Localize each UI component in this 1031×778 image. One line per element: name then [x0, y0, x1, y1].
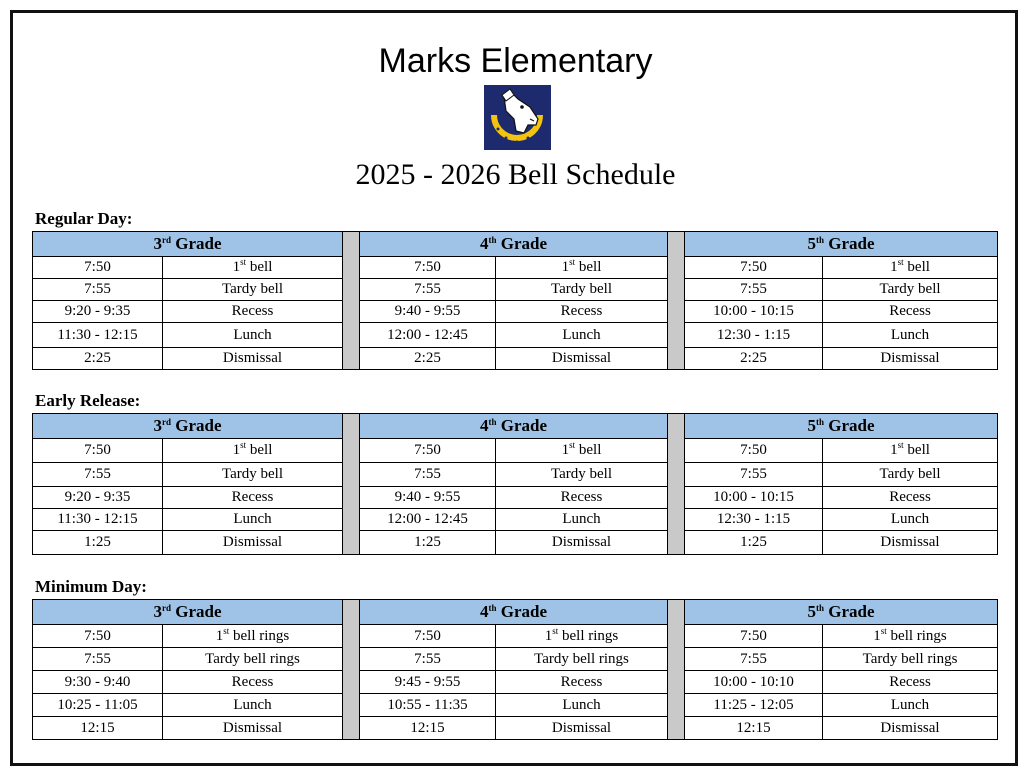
event-number: 1 — [890, 442, 898, 458]
event-cell: Recess — [823, 487, 998, 509]
event-label: bell rings — [229, 627, 290, 644]
grade-header — [685, 414, 998, 439]
event-cell: Dismissal — [496, 531, 668, 555]
event-label: bell rings — [886, 627, 947, 644]
grade-header — [33, 414, 343, 439]
time-cell: 7:50 — [33, 625, 163, 648]
time-cell: 12:15 — [685, 717, 823, 740]
grade-header — [685, 232, 998, 257]
event-cell: Tardy bell — [496, 279, 668, 301]
event-cell — [823, 257, 998, 279]
table-row — [33, 301, 998, 323]
grade-label: Grade — [170, 416, 222, 435]
event-label: bell — [903, 259, 930, 275]
event-cell: Recess — [163, 487, 343, 509]
ordinal-suffix: th — [488, 603, 497, 613]
time-cell: 12:15 — [33, 717, 163, 740]
grade-number: 5 — [807, 602, 816, 621]
grade-label: Grade — [496, 234, 548, 253]
event-cell — [496, 257, 668, 279]
time-cell: 2:25 — [360, 348, 496, 370]
table-row — [33, 487, 998, 509]
time-cell: 10:55 - 11:35 — [360, 694, 496, 717]
column-spacer — [343, 414, 360, 555]
event-cell: Tardy bell — [823, 463, 998, 487]
grade-number: 3 — [153, 416, 162, 435]
time-cell: 7:50 — [685, 439, 823, 463]
event-cell: Recess — [163, 671, 343, 694]
ordinal-suffix: st — [223, 625, 230, 636]
event-cell: Dismissal — [163, 348, 343, 370]
time-cell: 10:25 - 11:05 — [33, 694, 163, 717]
event-cell: Lunch — [163, 694, 343, 717]
event-label: bell — [246, 442, 273, 458]
table-row — [33, 323, 998, 348]
ordinal-suffix: rd — [161, 417, 171, 427]
time-cell: 10:00 - 10:15 — [685, 301, 823, 323]
ordinal-suffix: th — [816, 235, 825, 245]
time-cell: 7:50 — [360, 439, 496, 463]
grade-header-row — [33, 414, 998, 439]
event-cell: Recess — [163, 301, 343, 323]
event-label: bell — [246, 259, 273, 275]
ordinal-suffix: st — [880, 625, 887, 636]
event-label: bell — [575, 259, 602, 275]
ordinal-suffix: rd — [161, 603, 171, 613]
grade-number: 4 — [479, 602, 489, 621]
time-cell: 7:50 — [360, 625, 496, 648]
time-cell: 11:30 - 12:15 — [33, 323, 163, 348]
grade-number: 4 — [479, 234, 489, 253]
event-cell: Lunch — [823, 323, 998, 348]
schedule-table — [32, 413, 998, 555]
table-row — [33, 509, 998, 531]
time-cell: 7:55 — [685, 279, 823, 301]
table-row — [33, 648, 998, 671]
table-row — [33, 279, 998, 301]
column-spacer — [668, 232, 685, 370]
table-row — [33, 694, 998, 717]
school-name: Marks Elementary — [378, 42, 653, 80]
grade-header — [685, 600, 998, 625]
ordinal-suffix: st — [569, 440, 576, 450]
event-label: bell — [575, 442, 602, 458]
time-cell: 9:45 - 9:55 — [360, 671, 496, 694]
time-cell: 9:30 - 9:40 — [33, 671, 163, 694]
time-cell: 1:25 — [685, 531, 823, 555]
time-cell: 9:20 - 9:35 — [33, 301, 163, 323]
time-cell: 7:50 — [33, 439, 163, 463]
grade-number: 5 — [807, 234, 816, 253]
ordinal-suffix: st — [552, 625, 559, 636]
table-row — [33, 531, 998, 555]
event-label: bell rings — [558, 627, 619, 644]
event-label: bell — [903, 442, 930, 458]
event-cell: Lunch — [163, 509, 343, 531]
event-number: 1 — [215, 627, 224, 644]
ordinal-suffix: st — [240, 440, 247, 450]
ordinal-suffix: st — [569, 257, 576, 267]
grade-label: Grade — [170, 602, 222, 621]
mustang-logo — [484, 85, 551, 150]
section-title: Early Release: — [35, 391, 141, 410]
grade-header — [360, 414, 668, 439]
grade-label: Grade — [824, 602, 875, 621]
event-number: 1 — [544, 627, 553, 644]
event-cell — [163, 439, 343, 463]
grade-header — [360, 600, 668, 625]
section-title: Regular Day: — [35, 209, 133, 228]
event-cell: Tardy bell rings — [823, 648, 998, 671]
event-cell: Dismissal — [163, 717, 343, 740]
table-row — [33, 717, 998, 740]
ordinal-suffix: st — [240, 257, 247, 267]
grade-header-row — [33, 600, 998, 625]
event-cell: Dismissal — [823, 717, 998, 740]
event-cell: Tardy bell — [823, 279, 998, 301]
time-cell: 7:55 — [33, 648, 163, 671]
column-spacer — [668, 600, 685, 740]
event-cell: Dismissal — [163, 531, 343, 555]
time-cell: 12:30 - 1:15 — [685, 509, 823, 531]
event-cell: Dismissal — [823, 348, 998, 370]
event-number: 1 — [561, 442, 570, 458]
ordinal-suffix: th — [488, 417, 497, 427]
event-cell: Lunch — [496, 509, 668, 531]
time-cell: 7:50 — [685, 625, 823, 648]
time-cell: 11:30 - 12:15 — [33, 509, 163, 531]
time-cell: 9:20 - 9:35 — [33, 487, 163, 509]
event-cell — [823, 439, 998, 463]
grade-number: 5 — [807, 416, 816, 435]
event-cell: Dismissal — [496, 348, 668, 370]
grade-header — [33, 232, 343, 257]
event-cell: Tardy bell rings — [163, 648, 343, 671]
event-cell: Recess — [496, 671, 668, 694]
time-cell: 12:00 - 12:45 — [360, 323, 496, 348]
grade-label: Grade — [170, 234, 222, 253]
grade-header-row — [33, 232, 998, 257]
table-row — [33, 463, 998, 487]
grade-header — [360, 232, 668, 257]
time-cell: 11:25 - 12:05 — [685, 694, 823, 717]
time-cell: 7:50 — [685, 257, 823, 279]
event-cell — [496, 439, 668, 463]
grade-label: Grade — [496, 416, 548, 435]
ordinal-suffix: th — [488, 235, 497, 245]
time-cell: 7:50 — [360, 257, 496, 279]
event-cell: Lunch — [496, 323, 668, 348]
time-cell: 7:55 — [685, 463, 823, 487]
event-cell: Lunch — [163, 323, 343, 348]
time-cell: 10:00 - 10:15 — [685, 487, 823, 509]
time-cell: 12:15 — [360, 717, 496, 740]
event-cell: Recess — [823, 301, 998, 323]
event-number: 1 — [890, 259, 898, 275]
event-cell: Tardy bell — [163, 279, 343, 301]
event-cell: Dismissal — [496, 717, 668, 740]
ordinal-suffix: st — [897, 440, 904, 450]
time-cell: 7:55 — [685, 648, 823, 671]
grade-number: 3 — [153, 602, 162, 621]
table-row — [33, 348, 998, 370]
grade-label: Grade — [496, 602, 548, 621]
ordinal-suffix: st — [897, 257, 904, 267]
schedule-title: 2025 - 2026 Bell Schedule — [355, 158, 676, 191]
event-cell: Lunch — [823, 509, 998, 531]
column-spacer — [668, 414, 685, 555]
grade-header — [33, 600, 343, 625]
event-cell: Tardy bell rings — [496, 648, 668, 671]
column-spacer — [343, 232, 360, 370]
grade-number: 4 — [479, 416, 489, 435]
column-spacer — [343, 600, 360, 740]
time-cell: 10:00 - 10:10 — [685, 671, 823, 694]
ordinal-suffix: rd — [161, 235, 171, 245]
section-title: Minimum Day: — [35, 577, 147, 596]
table-row — [33, 625, 998, 648]
schedule-table — [32, 231, 998, 370]
ordinal-suffix: th — [816, 603, 825, 613]
ordinal-suffix: th — [816, 417, 825, 427]
event-cell: Lunch — [823, 694, 998, 717]
event-cell: Tardy bell — [163, 463, 343, 487]
time-cell: 2:25 — [33, 348, 163, 370]
time-cell: 2:25 — [685, 348, 823, 370]
table-row — [33, 671, 998, 694]
time-cell: 12:30 - 1:15 — [685, 323, 823, 348]
time-cell: 9:40 - 9:55 — [360, 487, 496, 509]
event-cell — [163, 257, 343, 279]
event-cell — [823, 625, 998, 648]
event-number: 1 — [873, 627, 881, 644]
time-cell: 7:55 — [33, 463, 163, 487]
event-cell — [163, 625, 343, 648]
event-cell: Recess — [496, 301, 668, 323]
time-cell: 7:50 — [33, 257, 163, 279]
event-number: 1 — [232, 442, 241, 458]
time-cell: 1:25 — [360, 531, 496, 555]
schedule-table — [32, 599, 998, 740]
time-cell: 7:55 — [360, 279, 496, 301]
time-cell: 7:55 — [33, 279, 163, 301]
grade-label: Grade — [824, 234, 875, 253]
event-cell: Recess — [823, 671, 998, 694]
event-number: 1 — [561, 259, 570, 275]
table-row — [33, 439, 998, 463]
time-cell: 9:40 - 9:55 — [360, 301, 496, 323]
time-cell: 7:55 — [360, 463, 496, 487]
event-cell: Dismissal — [823, 531, 998, 555]
event-cell: Tardy bell — [496, 463, 668, 487]
time-cell: 1:25 — [33, 531, 163, 555]
grade-label: Grade — [824, 416, 875, 435]
event-number: 1 — [232, 259, 241, 275]
time-cell: 7:55 — [360, 648, 496, 671]
event-cell: Recess — [496, 487, 668, 509]
grade-number: 3 — [153, 234, 162, 253]
event-cell — [496, 625, 668, 648]
event-cell: Lunch — [496, 694, 668, 717]
table-row — [33, 257, 998, 279]
time-cell: 12:00 - 12:45 — [360, 509, 496, 531]
